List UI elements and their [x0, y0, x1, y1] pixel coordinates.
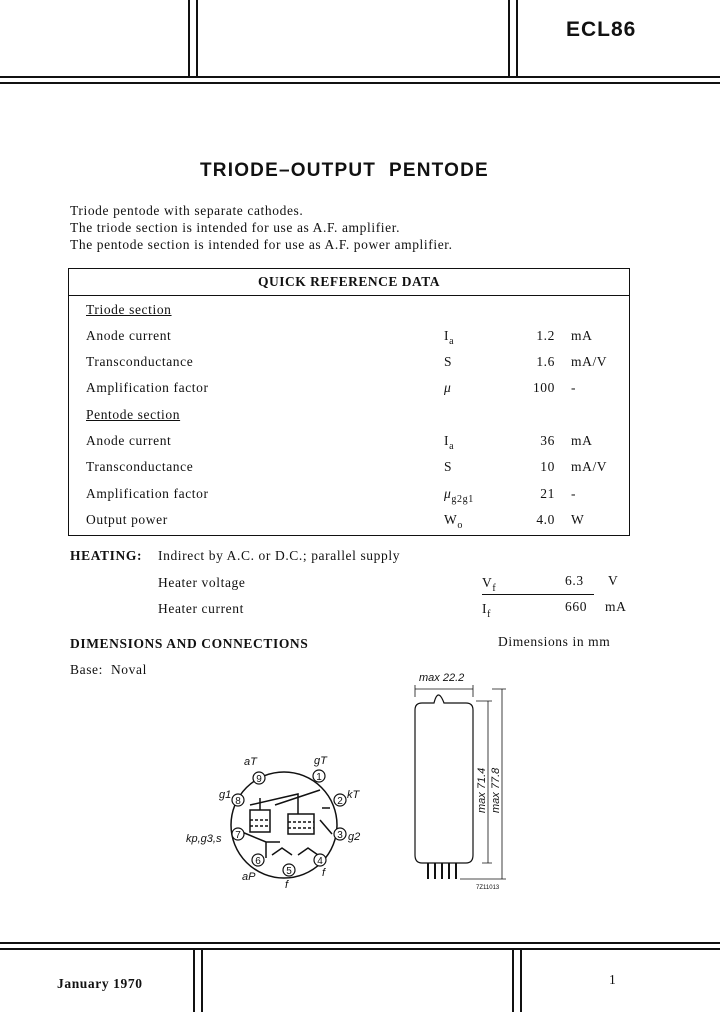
footer-divider-left — [193, 950, 195, 1012]
header-rule-1 — [0, 76, 720, 78]
header-rule-2 — [0, 82, 720, 84]
header-divider-left — [188, 0, 190, 76]
label-aP: aP — [242, 871, 256, 883]
row-value: 1.6 — [536, 354, 555, 369]
width-dimension-line — [415, 685, 473, 697]
label-f-2: f — [322, 867, 326, 879]
heater-current-value: 660 — [565, 599, 588, 614]
footer-rule-2 — [0, 948, 720, 950]
page-number: 1 — [609, 972, 617, 987]
row-label: Transconductance — [86, 459, 194, 474]
triode-section-heading — [69, 302, 629, 320]
pin-9-number: 9 — [256, 774, 262, 785]
row-label: Amplification factor — [86, 486, 209, 501]
table-row — [69, 433, 629, 451]
heating-label: HEATING: — [70, 548, 143, 563]
dimensions-heading: DIMENSIONS AND CONNECTIONS — [70, 636, 309, 651]
row-value: 4.0 — [536, 512, 555, 527]
label-gT: gT — [314, 755, 327, 767]
heater-current-unit: mA — [605, 599, 627, 614]
row-label: Transconductance — [86, 354, 194, 369]
quick-reference-table — [68, 268, 630, 536]
intro-line-3: The pentode section is intended for use as A.F. power amplifier. — [70, 237, 453, 252]
footer-divider-right2 — [520, 950, 522, 1012]
lead-aT — [250, 794, 298, 814]
electrode-box-left — [250, 810, 270, 832]
label-g2: g2 — [348, 831, 361, 843]
heater-current-label: Heater current — [158, 601, 244, 616]
drawing-code: 7Z11013 — [476, 885, 500, 891]
electrode-box-right — [288, 814, 314, 834]
page-title: TRIODE–OUTPUT PENTODE — [200, 160, 489, 181]
label-g1: g1 — [219, 789, 232, 801]
header-divider-right2 — [516, 0, 518, 76]
row-value: 21 — [540, 486, 555, 501]
pin-5-number: 5 — [286, 866, 292, 877]
type-number: ECL86 — [566, 18, 637, 41]
intro-line-2: The triode section is intended for use as A.F. amplifier. — [70, 220, 401, 235]
intro-line-1: Triode pentode with separate cathodes. — [70, 203, 304, 218]
row-unit: - — [571, 380, 577, 395]
row-symbol: $I_a$ — [444, 433, 455, 452]
heater-symbol — [272, 848, 318, 855]
max-seated-label: max 71.4 — [476, 767, 488, 813]
pin-3-number: 3 — [337, 830, 343, 841]
pin-6-number: 6 — [255, 856, 261, 867]
header-divider-right — [508, 0, 510, 76]
row-label: Anode current — [86, 433, 172, 448]
pin-1-number: 1 — [316, 772, 322, 783]
tube-outline-drawing — [400, 665, 530, 895]
pin-connection-diagram — [180, 750, 380, 900]
row-value: 36 — [540, 433, 555, 448]
row-symbol: $W_o$ — [444, 512, 463, 531]
footer-divider-left2 — [201, 950, 203, 1012]
row-symbol: $\mu_{g2g1}$ — [444, 486, 474, 505]
row-label: Output power — [86, 512, 168, 527]
row-unit: mA — [571, 328, 593, 343]
footer-rule-1 — [0, 942, 720, 944]
table-row — [69, 380, 629, 398]
pin-2-number: 2 — [337, 796, 343, 807]
max-width-label: max 22.2 — [419, 672, 465, 684]
label-f-1: f — [285, 879, 289, 891]
row-symbol: μ — [444, 380, 452, 395]
row-unit: - — [571, 486, 577, 501]
label-kp-g3-s: kp,g3,s — [186, 833, 222, 845]
pin-7-number: 7 — [235, 830, 241, 841]
heater-voltage-underline — [482, 594, 594, 595]
row-symbol: S — [444, 459, 453, 474]
label-aT: aT — [244, 756, 257, 768]
row-symbol: S — [444, 354, 453, 369]
qrd-heading: QUICK REFERENCE DATA — [69, 269, 629, 296]
label-kT: kT — [347, 789, 360, 801]
heater-voltage-label: Heater voltage — [158, 575, 246, 590]
pentode-section-heading — [69, 407, 629, 425]
footer-date: January 1970 — [57, 976, 143, 991]
row-unit: W — [571, 512, 585, 527]
row-unit: mA/V — [571, 459, 608, 474]
max-overall-label: max 77.8 — [490, 767, 502, 813]
row-value: 1.2 — [536, 328, 555, 343]
table-row — [69, 328, 629, 346]
heater-voltage-unit: V — [608, 573, 619, 588]
row-label: Amplification factor — [86, 380, 209, 395]
row-value: 10 — [540, 459, 555, 474]
triode-section-label: Triode section — [86, 302, 172, 317]
dimensions-units-note: Dimensions in mm — [498, 634, 611, 649]
footer-divider-right — [512, 950, 514, 1012]
row-unit: mA — [571, 433, 593, 448]
header-divider-mid — [196, 0, 198, 76]
row-label: Anode current — [86, 328, 172, 343]
heater-current-symbol: $I_f$ — [482, 601, 492, 620]
heater-voltage-symbol: $V_f$ — [482, 575, 497, 594]
table-row — [69, 486, 629, 504]
tube-pins — [428, 863, 456, 879]
lead-kT — [320, 808, 332, 834]
base-type: Base: Noval — [70, 662, 147, 677]
tube-envelope — [415, 695, 473, 863]
row-symbol: $I_a$ — [444, 328, 455, 347]
table-row — [69, 512, 629, 530]
table-row — [69, 354, 629, 372]
table-row — [69, 459, 629, 477]
row-unit: mA/V — [571, 354, 608, 369]
heater-voltage-value: 6.3 — [565, 573, 584, 588]
heating-text: Indirect by A.C. or D.C.; parallel supply — [158, 548, 401, 563]
pentode-section-label: Pentode section — [86, 407, 181, 422]
pin-4-number: 4 — [317, 856, 323, 867]
grid-lines — [250, 820, 314, 828]
row-value: 100 — [532, 380, 555, 395]
pin-8-number: 8 — [235, 796, 241, 807]
